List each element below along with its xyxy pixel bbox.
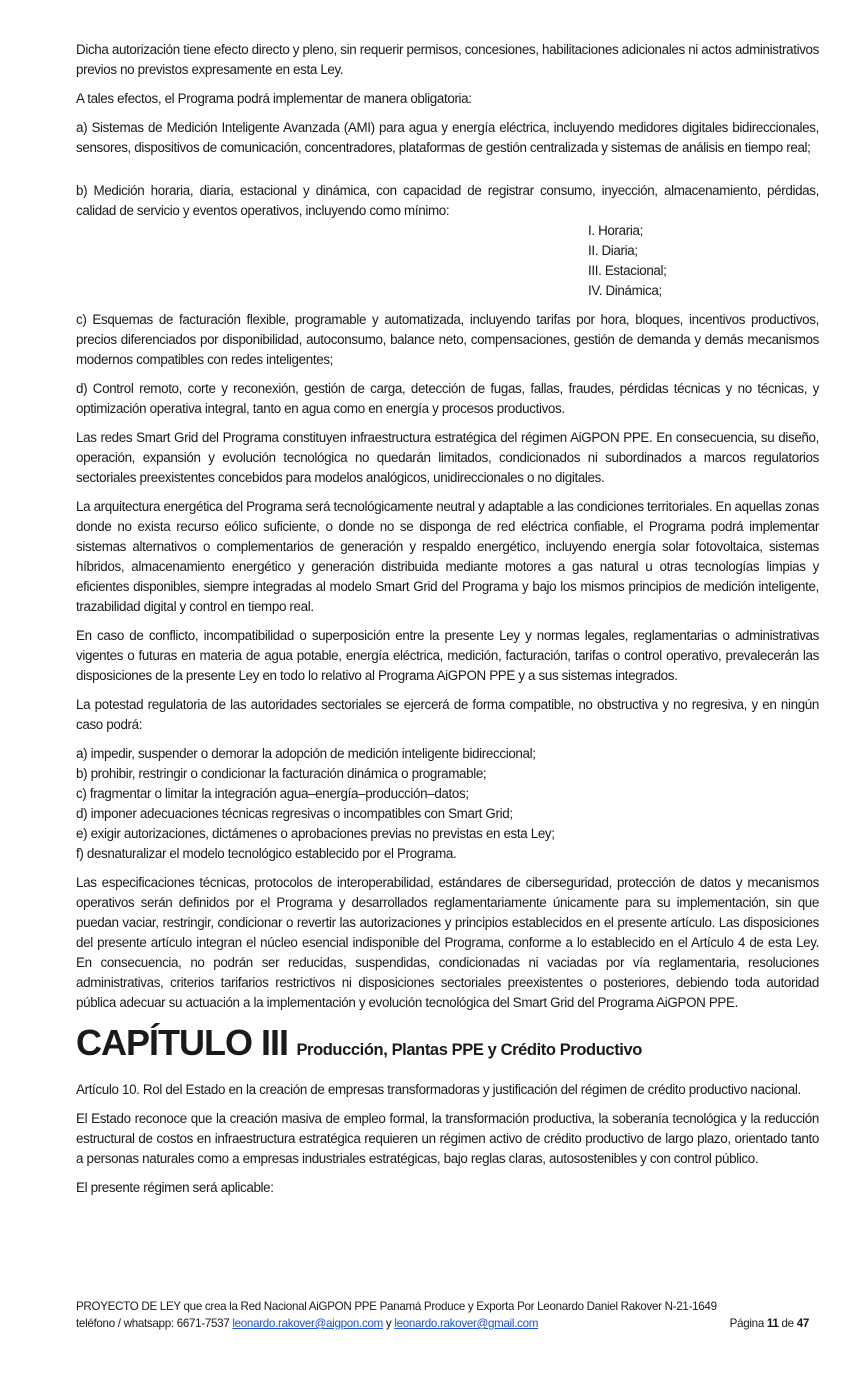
- page-total: 47: [796, 1317, 809, 1330]
- paragraph-regimen-aplicable: El presente régimen será aplicable:: [76, 1180, 274, 1195]
- page-number: [730, 1315, 809, 1332]
- paragraph-intro-obligatory: A tales efectos, el Programa podrá implementar de manera obligatoria:: [76, 91, 472, 106]
- chapter-subtitle: Producción, Plantas PPE y Crédito Productivo: [296, 1041, 642, 1059]
- page-current: 11: [766, 1317, 779, 1330]
- paragraph-item-c-facturacion: c) Esquemas de facturación flexible, programable y automatizada, incluyendo tarifas por hora, bloques, incentivos productivos, precios diferenciados por disponibilidad, autoconsumo, balance neto, compensaciones, gestión de demanda y demás mecanismos modernos compatibles con redes inteligentes;: [76, 312, 819, 367]
- paragraph-item-d-control: d) Control remoto, corte y reconexión, gestión de carga, detección de fugas, fallas, fraudes, pérdidas técnicas y no técnicas, y optimización operativa integral, tanto en agua como en energía y procesos productivos.: [76, 381, 819, 416]
- email-link-aigpon[interactable]: leonardo.rakover@aigpon.com: [232, 1317, 383, 1330]
- footer-title: PROYECTO DE LEY que crea la Red Nacional AiGPON PPE Panamá Produce y Exporta Por Leonardo Daniel Rakover N-21-1649: [76, 1300, 717, 1313]
- footer-connector: y: [385, 1317, 392, 1330]
- paragraph-potestad: La potestad regulatoria de las autoridades sectoriales se ejercerá de forma compatible, no obstructiva y no regresiva, y en ningún caso podrá:: [76, 697, 819, 732]
- paragraph-authorization: Dicha autorización tiene efecto directo y pleno, sin requerir permisos, concesiones, habilitaciones adicionales ni actos administrativos previos no previstos expresamente en esta Ley.: [76, 42, 819, 77]
- list-item: c) fragmentar o limitar la integración agua–energía–producción–datos;: [76, 786, 469, 801]
- document-page: [76, 40, 819, 1207]
- roman-item: III. Estacional;: [588, 263, 667, 278]
- paragraph-item-a-ami: a) Sistemas de Medición Inteligente Avanzada (AMI) para agua y energía eléctrica, incluyendo medidores digitales bidireccionales, sensores, dispositivos de comunicación, concentradores, plataformas de gestión centralizada y sistemas de análisis en tiempo real;: [76, 120, 819, 155]
- list-item: b) prohibir, restringir o condicionar la facturación dinámica o programable;: [76, 766, 487, 781]
- paragraph-estado-reconoce: El Estado reconoce que la creación masiva de empleo formal, la transformación productiva, la soberanía tecnológica y la reducción estructural de costos en infraestructura estratégica requieren un régimen activo de crédito productivo de largo plazo, orientado tanto a personas naturales como a empresas industriales estratégicas, bajo reglas claras, autosostenibles y con control público.: [76, 1111, 819, 1166]
- paragraph-smart-grid: Las redes Smart Grid del Programa constituyen infraestructura estratégica del régimen AiGPON PPE. En consecuencia, su diseño, operación, expansión y evolución tecnológica no quedarán limitados, condicionados ni subordinados a marcos regulatorios sectoriales preexistentes concebidos para modelos analógicos, unidireccionales o no digitales.: [76, 430, 819, 485]
- footer-contact-row: [76, 1315, 819, 1332]
- list-item: e) exigir autorizaciones, dictámenes o aprobaciones previas no previstas en esta Ley;: [76, 826, 555, 841]
- roman-item: IV. Dinámica;: [588, 283, 662, 298]
- list-item: a) impedir, suspender o demorar la adopción de medición inteligente bidireccional;: [76, 746, 536, 761]
- roman-item: II. Diaria;: [588, 243, 638, 258]
- list-item: f) desnaturalizar el modelo tecnológico establecido por el Programa.: [76, 846, 457, 861]
- paragraph-arquitectura: La arquitectura energética del Programa será tecnológicamente neutral y adaptable a las condiciones territoriales. En aquellas zonas donde no exista recurso eólico suficiente, o donde no se disponga de red eléctrica confiable, el Programa podrá implementar sistemas alternativos o complementarios de generación y respaldo energético, incluyendo energía solar fotovoltaica, sistemas híbridos, almacenamiento energético y generación distribuida mediante motores a gas natural u otras tecnologías limpias y eficientes disponibles, siempre integradas al modelo Smart Grid del Programa y bajo los mismos principios de medición inteligente, trazabilidad digital y control en tiempo real.: [76, 499, 819, 614]
- paragraph-articulo-10: Artículo 10. Rol del Estado en la creación de empresas transformadoras y justificación del régimen de crédito productivo nacional.: [76, 1082, 801, 1097]
- list-item: d) imponer adecuaciones técnicas regresivas o incompatibles con Smart Grid;: [76, 806, 513, 821]
- paragraph-especificaciones: Las especificaciones técnicas, protocolos de interoperabilidad, estándares de ciberseguridad, protección de datos y mecanismos operativos serán definidos por el Programa y desarrollados reglamentariamente únicamente para su implementación, sin que puedan vaciar, restringir, condicionar o revertir las autorizaciones y principios establecidos en el presente artículo. Las disposiciones del presente artículo integran el núcleo esencial indisponible del Programa, conforme a lo establecido en el Artículo 4 de esta Ley. En consecuencia, no podrán ser reducidas, suspendidas, condicionadas ni vaciadas por vía reglamentaria, resoluciones administrativas, criterios tarifarios restrictivos ni disposiciones sectoriales preexistentes o posteriores, debiendo toda autoridad pública adecuar su actuación a la implementación y evolución tecnológica del Smart Grid del Programa AiGPON PPE.: [76, 875, 819, 1010]
- email-link-gmail[interactable]: leonardo.rakover@gmail.com: [394, 1317, 539, 1330]
- roman-item: I. Horaria;: [588, 223, 643, 238]
- chapter-label: CAPÍTULO III: [76, 1022, 288, 1063]
- page-footer: [76, 1298, 819, 1332]
- footer-phone: teléfono / whatsapp: 6671-7537: [76, 1317, 230, 1330]
- restriction-list: [76, 744, 819, 864]
- page-of: de: [781, 1317, 794, 1330]
- roman-list: [76, 221, 819, 301]
- chapter-heading: [76, 1022, 819, 1072]
- paragraph-conflicto: En caso de conflicto, incompatibilidad o superposición entre la presente Ley y normas legales, reglamentarias o administrativas vigentes o futuras en materia de agua potable, energía eléctrica, medición, facturación, tarifas o control operativo, prevalecerán las disposiciones de la presente Ley en todo lo relativo al Programa AiGPON PPE y a sus sistemas integrados.: [76, 628, 819, 683]
- spacer: [76, 167, 819, 181]
- page-word: Página: [729, 1317, 764, 1330]
- paragraph-item-b-medicion: b) Medición horaria, diaria, estacional y dinámica, con capacidad de registrar consumo, inyección, almacenamiento, pérdidas, calidad de servicio y eventos operativos, incluyendo como mínimo:: [76, 183, 819, 218]
